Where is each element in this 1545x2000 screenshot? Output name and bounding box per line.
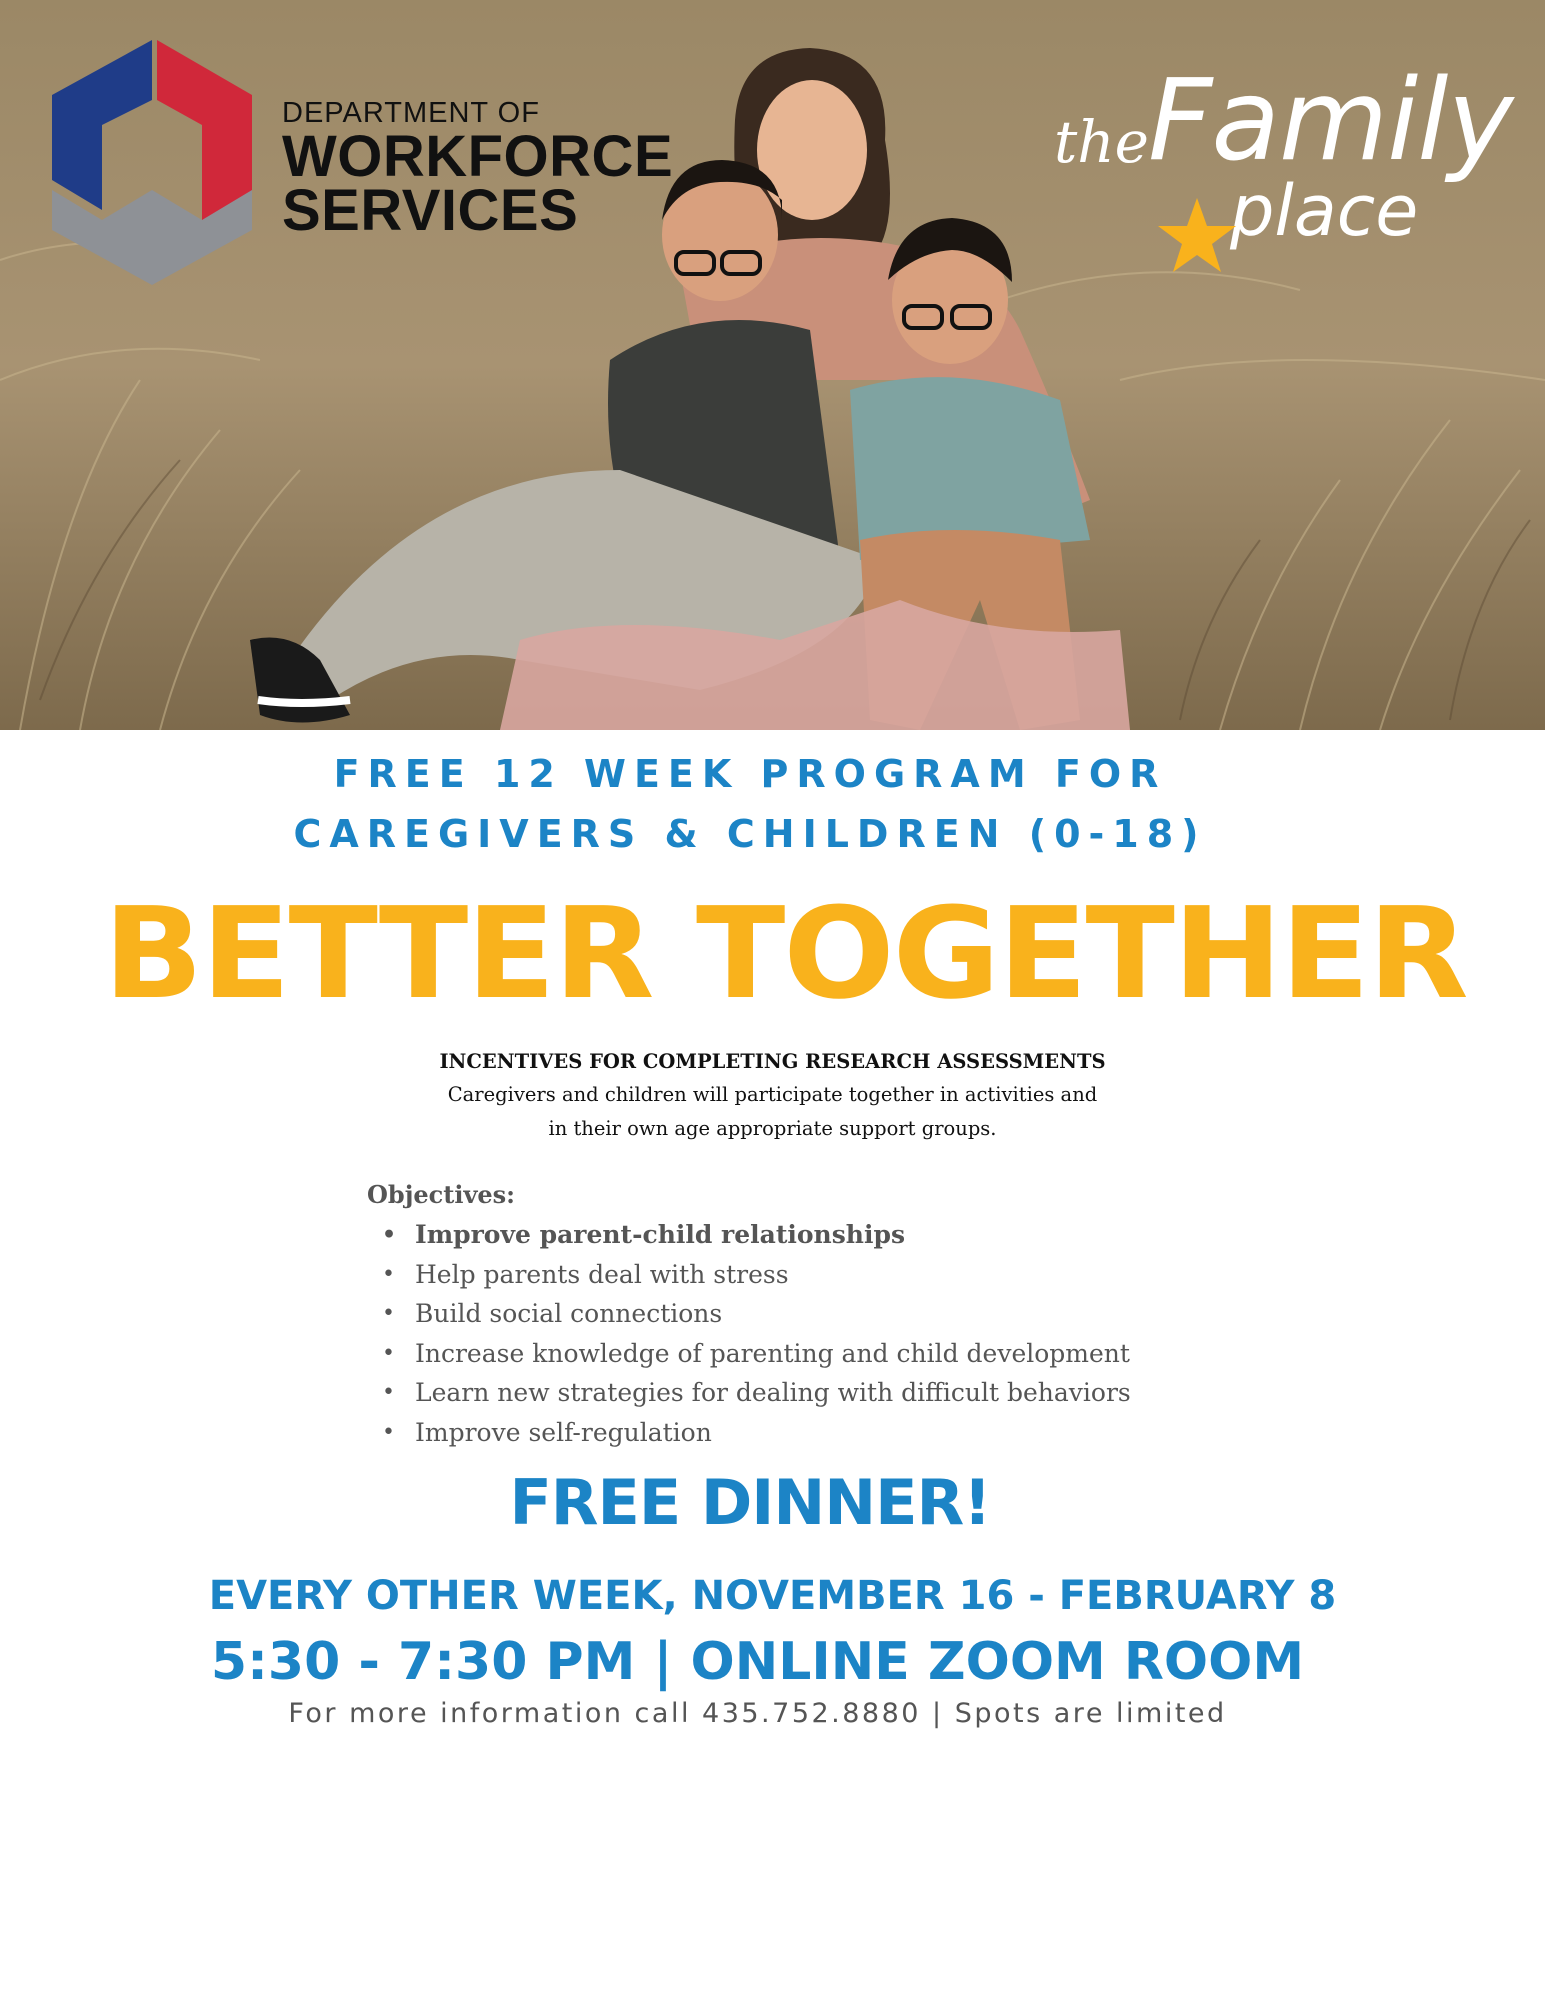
schedule-dates: EVERY OTHER WEEK, NOVEMBER 16 - FEBRUARY 8: [208, 1573, 1337, 1619]
family-place-family: Family: [1148, 56, 1513, 186]
objectives-list: [367, 1218, 1131, 1455]
contact-info: For more information call 435.752.8880 | Spots are limited: [288, 1698, 1227, 1729]
list-item: [367, 1416, 1131, 1456]
objective-text: Increase knowledge of parenting and child development: [415, 1338, 1130, 1368]
bullet-icon: •: [382, 1261, 395, 1287]
incentives-heading: INCENTIVES FOR COMPLETING RESEARCH ASSESSMENTS: [439, 1050, 1106, 1073]
bullet-icon: •: [382, 1301, 395, 1326]
subhead-line2: CAREGIVERS & CHILDREN (0-18): [293, 812, 1207, 856]
objective-text: Learn new strategies for dealing with difficult behaviors: [415, 1378, 1131, 1407]
list-item: [367, 1218, 1131, 1258]
hero-photo: [0, 0, 1545, 730]
list-item: [367, 1376, 1131, 1416]
family-place-logo: [1050, 56, 1513, 300]
objective-text: Build social connections: [415, 1299, 723, 1328]
objective-text: Improve parent-child relationships: [415, 1220, 906, 1249]
dws-line2: WORKFORCE: [282, 124, 674, 189]
page-title: BETTER TOGETHER: [103, 880, 1467, 1027]
free-dinner-heading: FREE DINNER!: [509, 1466, 991, 1539]
bullet-icon: •: [382, 1380, 395, 1405]
list-item: [367, 1258, 1131, 1298]
family-place-place: place: [1230, 170, 1419, 252]
dws-wordmark: [282, 96, 674, 243]
objectives-label: Objectives:: [367, 1180, 516, 1209]
description-line1: Caregivers and children will participate together in activities and: [447, 1083, 1098, 1106]
list-item: [367, 1337, 1131, 1377]
objective-text: Improve self-regulation: [415, 1417, 712, 1447]
subhead-line1: FREE 12 WEEK PROGRAM FOR: [333, 752, 1167, 796]
bullet-icon: •: [382, 1222, 397, 1248]
star-icon: [1156, 196, 1238, 274]
schedule-time: 5:30 - 7:30 PM | ONLINE ZOOM ROOM: [210, 1632, 1305, 1692]
dws-line1: DEPARTMENT OF: [282, 97, 540, 129]
list-item: [367, 1297, 1131, 1337]
description-line2: in their own age appropriate support groups.: [548, 1117, 997, 1140]
dws-line3: SERVICES: [282, 178, 579, 243]
objective-text: Help parents deal with stress: [415, 1259, 789, 1289]
bullet-icon: •: [382, 1340, 395, 1366]
bullet-icon: •: [382, 1419, 395, 1445]
family-place-the: the: [1054, 108, 1149, 176]
dws-logo-icon: [42, 40, 257, 285]
